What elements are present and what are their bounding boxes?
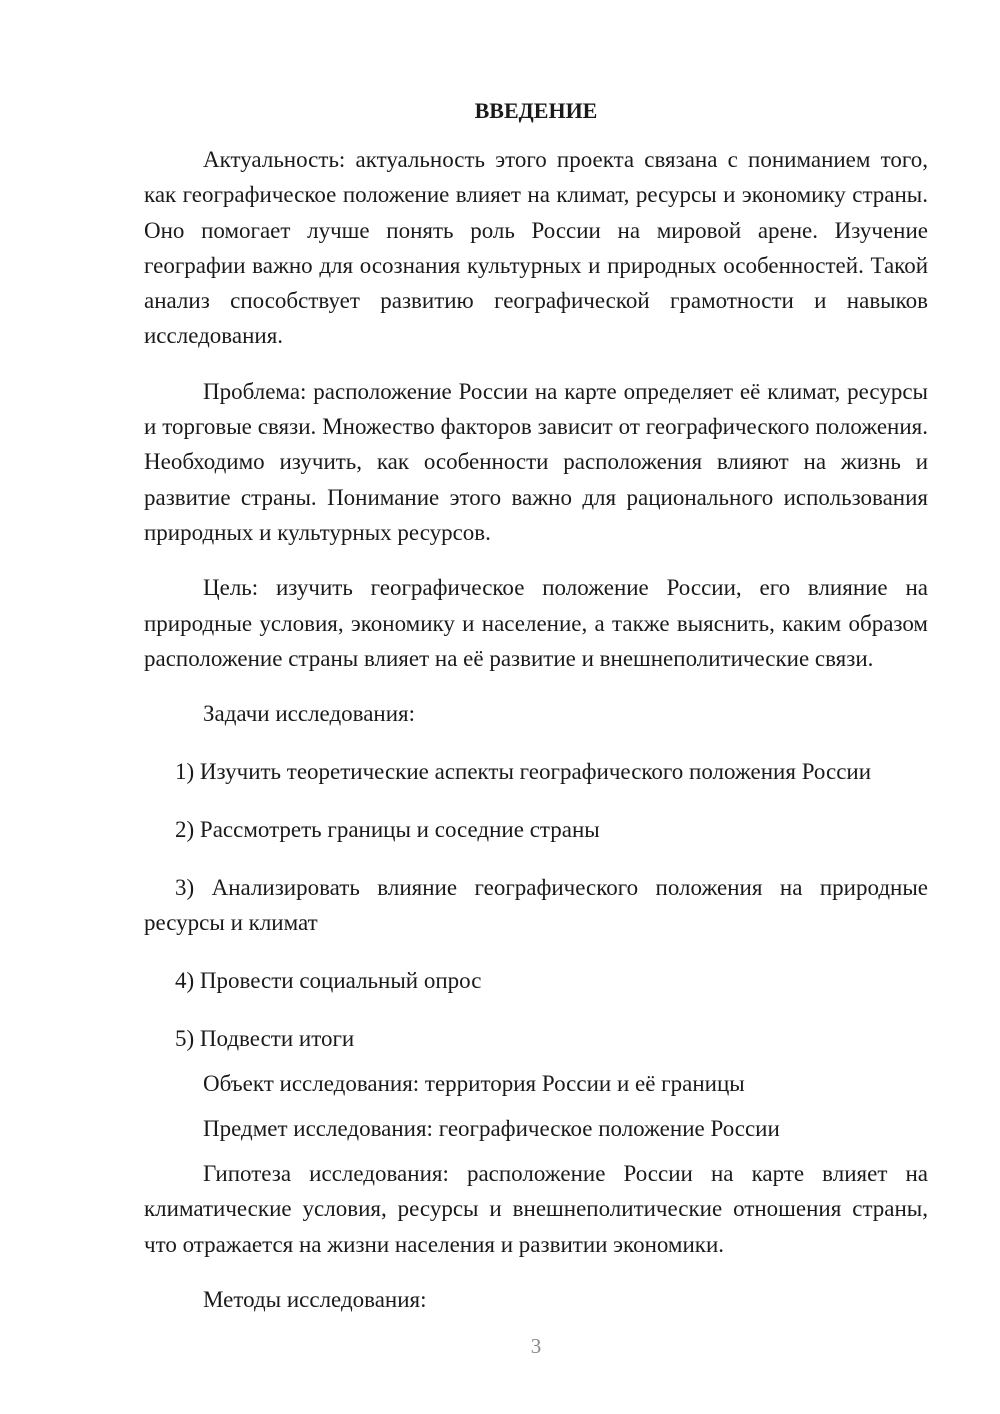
list-item: 3) Анализировать влияние географического положения на природные ресурсы и климат [144, 875, 928, 936]
page-number: 3 [530, 1334, 542, 1358]
object-paragraph: Объект исследования: территория России и её границы [203, 1071, 745, 1097]
list-item: 1) Изучить теоретические аспекты географического положения России [175, 759, 872, 785]
relevance-paragraph: Актуальность: актуальность этого проекта связана с пониманием того, как географическое положение влияет на климат, ресурсы и экономику страны. Оно помогает лучше понять роль России на мировой арене. Изучение географии важно для осознания культурных и природных особенностей. Такой анализ способствует развитию географической грамотности и навыков исследования. [144, 147, 928, 349]
page-content [144, 97, 928, 1317]
problem-paragraph: Проблема: расположение России на карте определяет её климат, ресурсы и торговые связи. Множество факторов зависит от географического положения. Необходимо изучить, как особенности расположения влияют на жизнь и развитие страны. Понимание этого важно для рационального использования природных и культурных ресурсов. [144, 378, 928, 545]
page-title: ВВЕДЕНИЕ [474, 98, 598, 123]
subject-paragraph: Предмет исследования: географическое положение России [203, 1116, 780, 1142]
goal-paragraph: Цель: изучить географическое положение России, его влияние на природные условия, экономику и население, а также выяснить, каким образом расположение страны влияет на её развитие и внешнеполитические связи. [144, 575, 928, 671]
list-item: 5) Подвести итоги [175, 1026, 355, 1052]
list-item: 2) Рассмотреть границы и соседние страны [175, 817, 600, 843]
tasks-heading: Задачи исследования: [203, 701, 416, 727]
methods-heading: Методы исследования: [203, 1287, 427, 1313]
tasks-list [144, 754, 928, 1056]
hypothesis-paragraph: Гипотеза исследования: расположение России на карте влияет на климатические условия, ресурсы и внешнеполитические отношения страны, что отражается на жизни населения и развитии экономики. [144, 1161, 928, 1257]
list-item: 4) Провести социальный опрос [175, 968, 482, 994]
